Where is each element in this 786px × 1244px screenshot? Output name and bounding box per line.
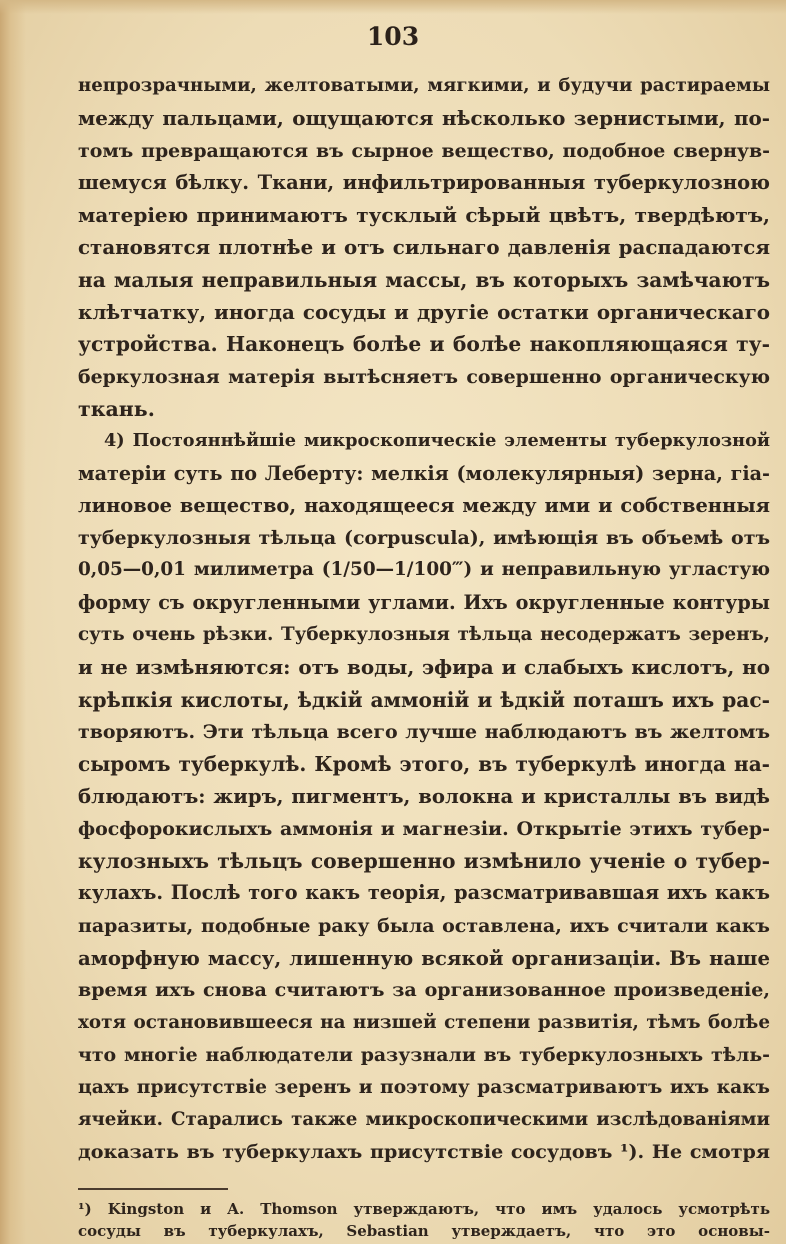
text-line: форму съ округленными углами. Ихъ округленные контуры xyxy=(78,590,770,614)
text-line: аморфную массу, лишенную всякой организаціи. Въ наше xyxy=(78,946,770,971)
text-line: сыромъ туберкулѣ. Кромѣ этого, въ туберкулѣ иногда на- xyxy=(78,752,770,777)
text-line: кулозныхъ тѣльцъ совершенно измѣнило ученіе о тубер- xyxy=(78,849,770,874)
text-line: что многіе наблюдатели разузнали въ туберкулозныхъ тѣль- xyxy=(78,1043,770,1066)
page-edge-shadow xyxy=(0,0,26,1244)
text-line: между пальцами, ощущаются нѣсколько зернистыми, по- xyxy=(78,106,770,131)
text-line: 0,05—0,01 милиметра (1/50—1/100‴) и неправильную угластую xyxy=(78,559,770,581)
text-line: линовое вещество, находящееся между ими и собственныя xyxy=(78,493,770,517)
text-line: суть очень рѣзки. Туберкулозныя тѣльца несодержатъ зеренъ, xyxy=(78,624,770,646)
text-line: творяютъ. Эти тѣльца всего лучше наблюдаютъ въ желтомъ xyxy=(78,720,770,743)
page-number: 103 xyxy=(366,22,420,51)
text-line: доказать въ туберкулахъ присутствіе сосудовъ ¹). Не смотря xyxy=(78,1139,770,1163)
text-line: крѣпкія кислоты, ѣдкій аммоній и ѣдкій поташъ ихъ рас- xyxy=(78,687,770,712)
text-line: томъ превращаются въ сырное вещество, подобное свернув- xyxy=(78,139,770,162)
paragraph-start-line: 4) Постояннѣйшіе микроскопическіе элементы туберкулозной xyxy=(104,430,770,452)
text-line: и не измѣняются: отъ воды, эфира и слабыхъ кислотъ, но xyxy=(78,655,770,680)
text-line: фосфорокислыхъ аммонія и магнезіи. Открытіе этихъ тубер- xyxy=(78,817,770,840)
page-top-shadow xyxy=(0,0,786,14)
text-line: устройства. Наконецъ болѣе и болѣе накопляющаяся ту- xyxy=(78,332,770,357)
text-line: становятся плотнѣе и отъ сильнаго давленія распадаются xyxy=(78,235,770,260)
footnote-line: ¹) Kingston и A. Thomson утверждаютъ, что имъ удалось усмотрѣть xyxy=(78,1200,770,1218)
footnote-line: сосуды въ туберкулахъ, Sebastian утверждаетъ, что это основы- xyxy=(78,1222,770,1240)
text-line: непрозрачными, желтоватыми, мягкими, и будучи растираемы xyxy=(78,75,770,96)
text-line: матеріи суть по Леберту: мелкія (молекулярныя) зерна, гіа- xyxy=(78,461,770,485)
main-text xyxy=(78,70,770,1168)
text-line: кулахъ. Послѣ того какъ теорія, разсматривавшая ихъ какъ xyxy=(78,881,770,905)
text-line: хотя остановившееся на низшей степени развитія, тѣмъ болѣе xyxy=(78,1011,770,1033)
text-line: паразиты, подобные раку была оставлена, ихъ считали какъ xyxy=(78,914,770,937)
footnotes xyxy=(78,1198,770,1242)
text-line: беркулозная матерія вытѣсняетъ совершенно органическую xyxy=(78,365,770,388)
text-line: ячейки. Старались также микроскопическими изслѣдованіями xyxy=(78,1108,770,1130)
footnote-divider xyxy=(78,1188,228,1190)
text-line: шемуся бѣлку. Ткани, инфильтрированныя туберкулозною xyxy=(78,170,770,194)
paragraph-end-line: ткань. xyxy=(78,396,155,421)
text-line: на малыя неправильныя массы, въ которыхъ замѣчаютъ xyxy=(78,267,770,292)
text-line: матеріею принимаютъ тусклый сѣрый цвѣтъ, твердѣютъ, xyxy=(78,203,770,228)
text-line: клѣтчатку, иногда сосуды и другіе остатки органическаго xyxy=(78,300,770,325)
text-line: цахъ присутствіе зеренъ и поэтому разсматриваютъ ихъ какъ xyxy=(78,1076,770,1099)
text-line: время ихъ снова считаютъ за организованное произведеніе, xyxy=(78,979,770,1002)
text-line: туберкулозныя тѣльца (corpuscula), имѣющія въ объемѣ отъ xyxy=(78,527,770,550)
text-line: блюдаютъ: жиръ, пигментъ, волокна и кристаллы въ видѣ xyxy=(78,784,770,808)
